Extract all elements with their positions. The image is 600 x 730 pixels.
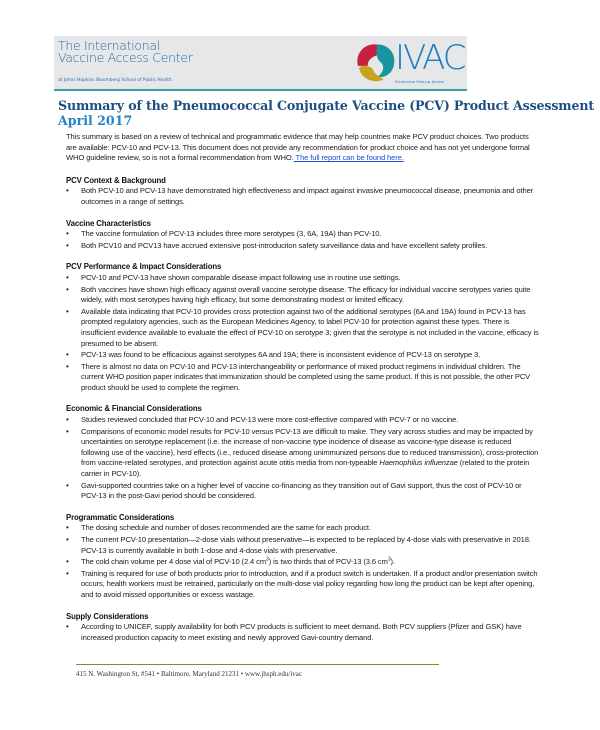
section-programmatic (66, 513, 540, 601)
list-item: • Both PCV-10 and PCV-13 have demonstrated high effectiveness and impact against invasive pneumococcal disease, pneumonia and other outcomes in a range of settings. (66, 186, 540, 207)
section-context (66, 176, 540, 208)
text: ) is two thirds that of PCV-13 (3.6 cm (268, 557, 388, 567)
species-name: Haemophilus influenzae (379, 458, 458, 468)
intro-paragraph (66, 132, 540, 164)
org-subtitle: at Johns Hopkins Bloomberg School of Public Health (58, 78, 172, 83)
list-item: • Training is required for use of both products prior to introduction, and if a product switch is undertaken. If a product and/or presentation switch occurs, health workers must be retrained, particularly on the multi-dose vial policy regarding how long the product can be kept after opening, and to avoid missed opportunities or excess wastage. (66, 569, 540, 601)
text: The cold chain volume per 4 dose vial of PCV-10 (2.4 cm (81, 557, 267, 567)
superscript: 3 (266, 556, 269, 563)
section-economic (66, 404, 540, 501)
text: (related to the protein carrier in PCV-10). (81, 458, 530, 479)
list-item (66, 557, 540, 568)
ivac-logo-icon (354, 40, 397, 84)
document-body (66, 132, 540, 654)
section-heading: PCV Context & Background (66, 175, 166, 185)
list-item: • The vaccine formulation of PCV-13 includes three more serotypes (3, 6A, 19A) than PCV-10. (66, 229, 540, 240)
section-heading: PCV Performance & Impact Considerations (66, 262, 222, 272)
footer-rule (76, 664, 439, 665)
ivac-logo-text: IVAC (395, 38, 465, 78)
header-rule (54, 89, 467, 91)
list-item: • According to UNICEF, supply availability for both PCV products is sufficient to meet demand. Both PCV suppliers (Pfizer and GSK) have increased production capacity to meet existing and newly approved Gavi-country demand. (66, 622, 540, 643)
section-vaccine-characteristics (66, 219, 540, 252)
list-item: • Available data indicating that PCV-10 provides cross protection against two of the additional serotypes (6A and 19A) found in PCV-13 has prompted regulatory agencies, such as the European Medicines Agency, to label PCV-10 for protection against these types. There is insufficient evidence available to evaluate the effect of PCV-10 on serotype 3; given that the serotype is not included in the vaccine, efficacy is presumed to be absent. (66, 307, 540, 349)
list-item: • Studies reviewed concluded that PCV-10 and PCV-13 were more cost-effective compared with PCV-7 or no vaccine. (66, 415, 540, 426)
org-name-line1: The International (58, 38, 160, 53)
list-item: • There is almost no data on PCV-10 and PCV-13 interchangeability or performance of mixed product regimens in individual children. The current WHO position paper indicates that immunization should be completed using the same product. If this is not possible, the other PCV product should be used to complete the regimen. (66, 362, 540, 394)
list-item (66, 427, 540, 480)
list-item: • The dosing schedule and number of doses recommended are the same for each product. (66, 523, 540, 534)
section-heading: Economic & Financial Considerations (66, 404, 202, 414)
text: ). (390, 557, 395, 567)
document-title: Summary of the Pneumococcal Conjugate Vaccine (PCV) Product Assessment (58, 98, 595, 113)
section-performance (66, 262, 540, 393)
text: Comparisons of economic model results for PCV-10 versus PCV-13 are difficult to make. They vary across studies and may be impacted by uncertainties on serotype replacement (i.e. the increase of non-vaccine type incidence of disease as vaccine-type disease is reduced following use of the vaccine), herd effects (i.e., reduced disease among unimmunized persons due to reduced transmission), cross-protection from vaccine-related serotypes, and protection against acute otitis media from non-typeable (81, 426, 539, 468)
org-name-line2: Vaccine Access Center (58, 50, 193, 65)
intro-text: This summary is based on a review of technical and programmatic evidence that may help countries make PCV product choices. Two products are available: PCV-10 and PCV-13. This document does not provide any recommendation for product choice and has not yet undergone formal WHO guideline review, so is not a formal recommendation from WHO. (66, 132, 530, 163)
ivac-tagline: Evidence ► Policy ► Access (395, 80, 445, 84)
list-item: • Gavi-supported countries take on a higher level of vaccine co-financing as they transition out of Gavi support, thus the cost of PCV-10 or PCV-13 in the post-Gavi period should be considered. (66, 481, 540, 502)
list-item: • PCV-10 and PCV-13 have shown comparable disease impact following use in routine use settings. (66, 273, 540, 284)
section-heading: Vaccine Characteristics (66, 218, 151, 228)
full-report-link[interactable]: The full report can be found here. (293, 153, 404, 163)
list-item: • PCV-13 was found to be efficacious against serotypes 6A and 19A; there is inconsistent evidence of PCV-13 on serotype 3. (66, 350, 540, 361)
superscript: 3 (387, 556, 391, 563)
section-heading: Programmatic Considerations (66, 512, 175, 522)
list-item: • Both vaccines have shown high efficacy against overall vaccine serotype disease. The efficacy for individual vaccine serotypes varies quite widely, with most serotypes having high efficacy, but some demonstrating modest or limited efficacy. (66, 285, 540, 306)
org-name (58, 40, 193, 64)
list-item: • Both PCV10 and PCV13 have accrued extensive post-introduciton safety surveillance data and have excellent safety profiles. (66, 241, 540, 252)
footer-address: 415 N. Washington St, #541 • Baltimore, Maryland 21231 • www.jhsph.edu/ivac (76, 670, 302, 678)
section-supply (66, 612, 540, 644)
document-date: April 2017 (58, 113, 133, 128)
section-heading: Supply Considerations (66, 611, 149, 621)
list-item: • The current PCV-10 presentation—2-dose vials without preservative—is expected to be replaced by 4-dose vials with preservative in 2018. PCV-13 is currently available in both 1-dose and 4-dose vials with preservative. (66, 535, 540, 556)
